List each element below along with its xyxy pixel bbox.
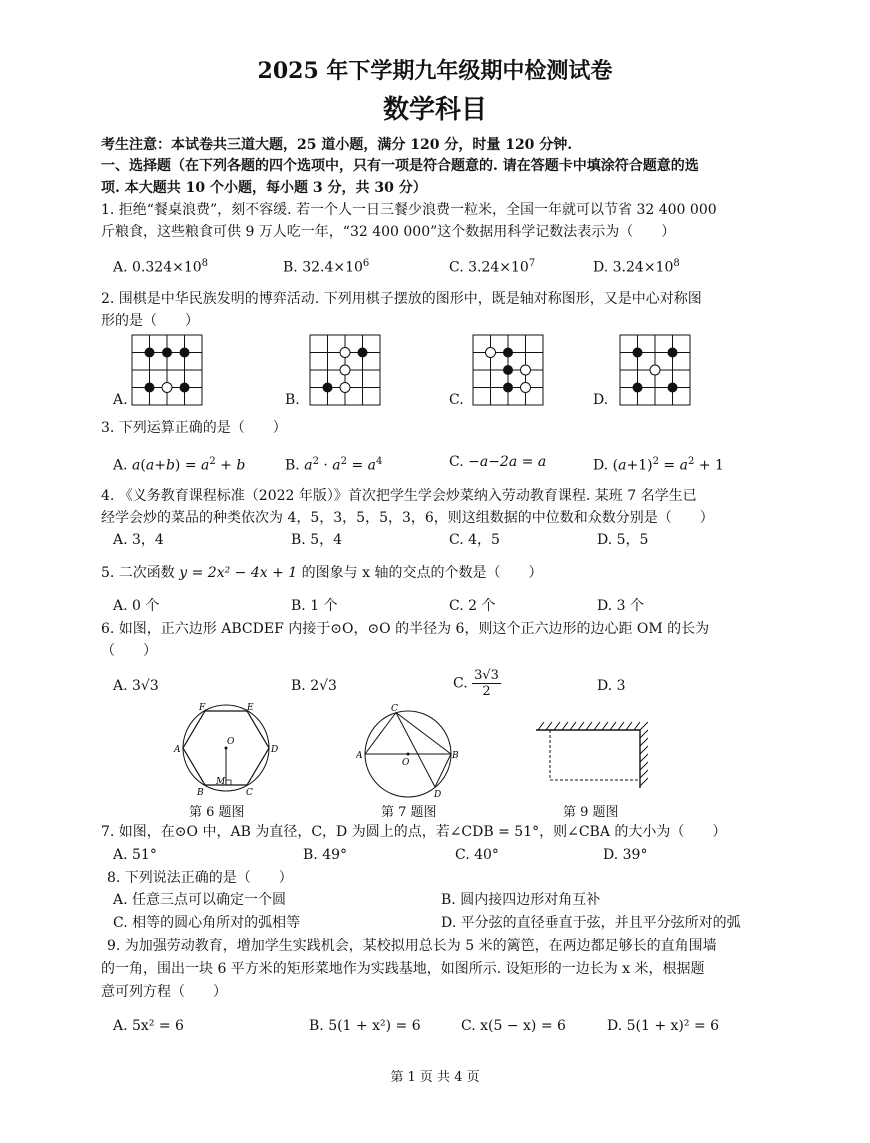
q8-option-c[interactable]: C. 相等的圆心角所对的弧相等 [113,915,301,931]
circle-label-a: A [356,751,363,761]
q2-option-a-label[interactable]: A. [113,392,128,408]
circle-label-d: D [434,790,442,800]
q1-option-c[interactable]: C. $3.24\times 10^7$ [449,258,536,276]
section1-heading-line2: 项. 本大题共 10 个小题，每小题 3 分，共 30 分） [101,180,427,196]
q2-stem-line2: 形的是（ ） [101,313,199,329]
q4-option-a[interactable]: A. 3，4 [113,532,164,548]
circle-label-o: O [402,758,410,768]
q4-option-d[interactable]: D. 5，5 [597,532,649,548]
hex-label-d: D [271,745,279,755]
q1-option-b[interactable]: B. $32.4\times 10^6$ [283,258,370,276]
q3-option-a[interactable]: A. $a(a+b) = a^2 + b$ [113,456,246,474]
q3-option-c[interactable]: C. −a−2a = a [449,454,547,470]
q1-option-d[interactable]: D. $3.24\times 10^8$ [593,258,680,276]
hex-label-f: F [199,703,206,713]
go-board-a-figure [131,334,203,406]
figure-9-corner-wall [532,718,658,790]
hex-label-o: O [227,737,235,747]
q8-option-b[interactable]: B. 圆内接四边形对角互补 [441,892,601,908]
figure-6-hexagon [170,702,282,800]
q6-stem-line2: （ ） [101,643,157,659]
q5-option-b[interactable]: B. 1 个 [291,598,338,614]
q1-stem-line2: 斤粮食，这些粮食可供 9 万人吃一年，“32 400 000”这个数据用科学记数法表示为（ ） [101,224,676,240]
q5-option-a[interactable]: A. 0 个 [113,598,160,614]
hex-label-a: A [174,745,181,755]
q3-option-d[interactable]: D. $(a+1)^2 = a^2 + 1$ [593,456,724,474]
q6-option-b[interactable]: B. 2√3 [291,678,337,694]
hex-label-b: B [197,788,204,798]
figure-6-caption: 第 6 题图 [189,805,245,820]
q6-option-d[interactable]: D. 3 [597,678,626,694]
q3-option-b[interactable]: B. $a^2 \cdot a^2 = a^4$ [285,456,383,474]
q7-option-b[interactable]: B. 49° [303,847,348,863]
q8-option-a[interactable]: A. 任意三点可以确定一个圆 [113,892,287,908]
hex-label-e: E [247,703,254,713]
q9-stem-line3: 意可列方程（ ） [101,984,227,1000]
q8-stem: 8. 下列说法正确的是（ ） [107,870,293,886]
q7-option-a[interactable]: A. 51° [113,847,157,863]
q2-stem-line1: 2. 围棋是中华民族发明的博弈活动. 下列用棋子摆放的图形中，既是轴对称图形，又是中心对称图 [101,291,702,307]
q3-stem: 3. 下列运算正确的是（ ） [101,420,287,436]
circle-label-c: C [391,704,398,714]
hex-label-c: C [246,788,253,798]
q9-option-b[interactable]: B. 5(1 + x²) = 6 [309,1018,421,1034]
q7-option-c[interactable]: C. 40° [455,847,499,863]
q9-stem-line1: 9. 为加强劳动教育，增加学生实践机会，某校拟用总长为 5 米的篱笆，在两边都足够长的直角围墙 [107,938,717,954]
q8-option-d[interactable]: D. 平分弦的直径垂直于弦，并且平分弦所对的弧 [441,915,741,931]
q7-option-d[interactable]: D. 39° [603,847,648,863]
hex-label-m: M [216,777,226,787]
q5-option-c[interactable]: C. 2 个 [449,598,496,614]
q9-option-a[interactable]: A. 5x² = 6 [113,1018,184,1034]
go-board-c-figure [472,334,544,406]
section1-heading-line1: 一、选择题（在下列各题的四个选项中，只有一项是符合题意的. 请在答题卡中填涂符合题意的选 [101,158,699,174]
go-board-b-figure [309,334,381,406]
exam-notice: 考生注意：本试卷共三道大题，25 道小题，满分 120 分，时量 120 分钟. [101,137,573,153]
q2-option-c-label[interactable]: C. [449,392,464,408]
q9-option-d[interactable]: D. 5(1 + x)² = 6 [607,1018,720,1034]
q7-stem: 7. 如图，在⊙O 中，AB 为直径，C，D 为圆上的点，若∠CDB = 51°，则∠CBA 的大小为（ ） [101,824,727,840]
q1-stem-line1: 1. 拒绝“餐桌浪费”，刻不容缓. 若一个人一日三餐少浪费一粒米，全国一年就可以节省 32 400 000 [101,202,717,218]
q6-stem-line1: 6. 如图，正六边形 ABCDEF 内接于⊙O，⊙O 的半径为 6，则这个正六边形的边心距 OM 的长为 [101,621,710,637]
q2-option-b-label[interactable]: B. [285,392,300,408]
q4-option-c[interactable]: C. 4，5 [449,532,500,548]
q5-stem: 5. 二次函数 y = 2x² − 4x + 1 的图象与 x 轴的交点的个数是（ ） [101,565,543,581]
q4-option-b[interactable]: B. 5，4 [291,532,343,548]
q9-option-c[interactable]: C. x(5 − x) = 6 [461,1018,566,1034]
go-board-d-figure [619,334,691,406]
figure-7-caption: 第 7 题图 [381,805,437,820]
q2-option-d-label[interactable]: D. [593,392,609,408]
q9-stem-line2: 的一角，围出一块 6 平方米的矩形菜地作为实践基地，如图所示. 设矩形的一边长为 x 米，根据题 [101,961,705,977]
q4-stem-line1: 4. 《义务教育课程标准（2022 年版）》首次把学生学会炒菜纳入劳动教育课程. 某班 7 名学生已 [101,488,697,504]
exam-title: 2025 年下学期九年级期中检测试卷 [257,58,613,84]
q4-stem-line2: 经学会炒的菜品的种类依次为 4，5，3，5，5，3，6，则这组数据的中位数和众数分别是（ ） [101,510,714,526]
q5-option-d[interactable]: D. 3 个 [597,598,644,614]
circle-label-b: B [452,751,459,761]
subject-title: 数学科目 [382,95,487,125]
figure-7-circle [356,704,460,802]
page-number: 第 1 页 共 4 页 [390,1070,480,1085]
q1-option-a[interactable]: A. $0.324\times 10^8$ [113,258,209,276]
q6-option-a[interactable]: A. 3√3 [113,678,159,694]
q6-option-c[interactable]: C. $\frac{3√3}{2}$ [453,668,499,699]
figure-9-caption: 第 9 题图 [563,805,619,820]
